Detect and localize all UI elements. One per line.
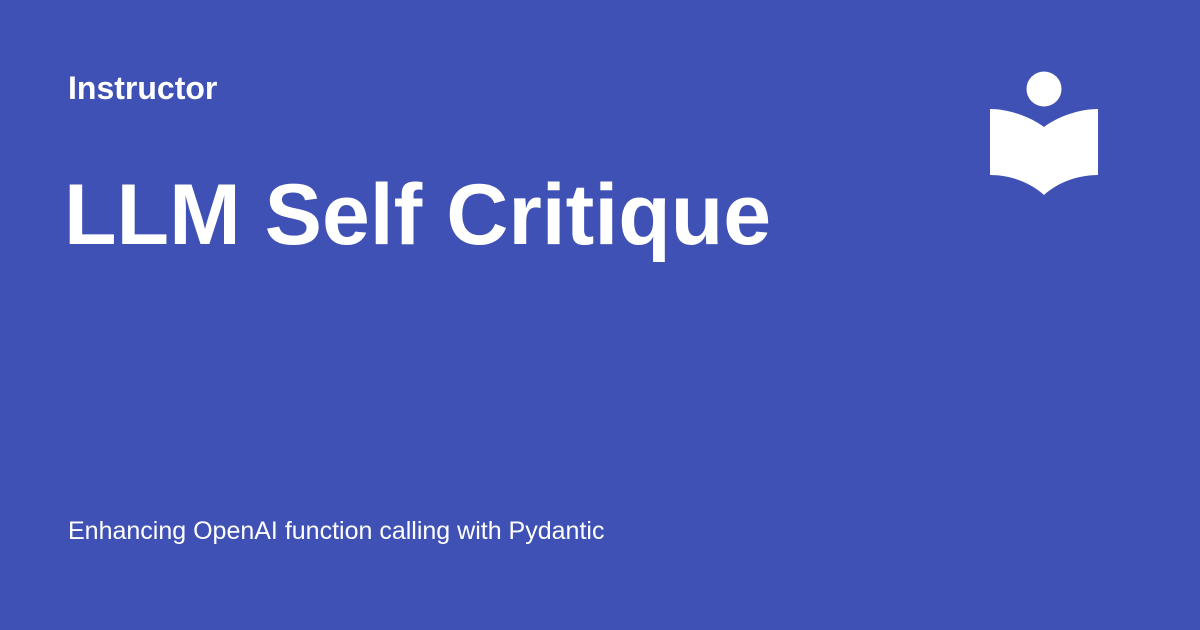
page-title: LLM Self Critique (64, 167, 772, 263)
page-description: Enhancing OpenAI function calling with Pydantic (68, 517, 605, 545)
site-name: Instructor (68, 70, 218, 106)
book-reader-icon (989, 71, 1099, 197)
